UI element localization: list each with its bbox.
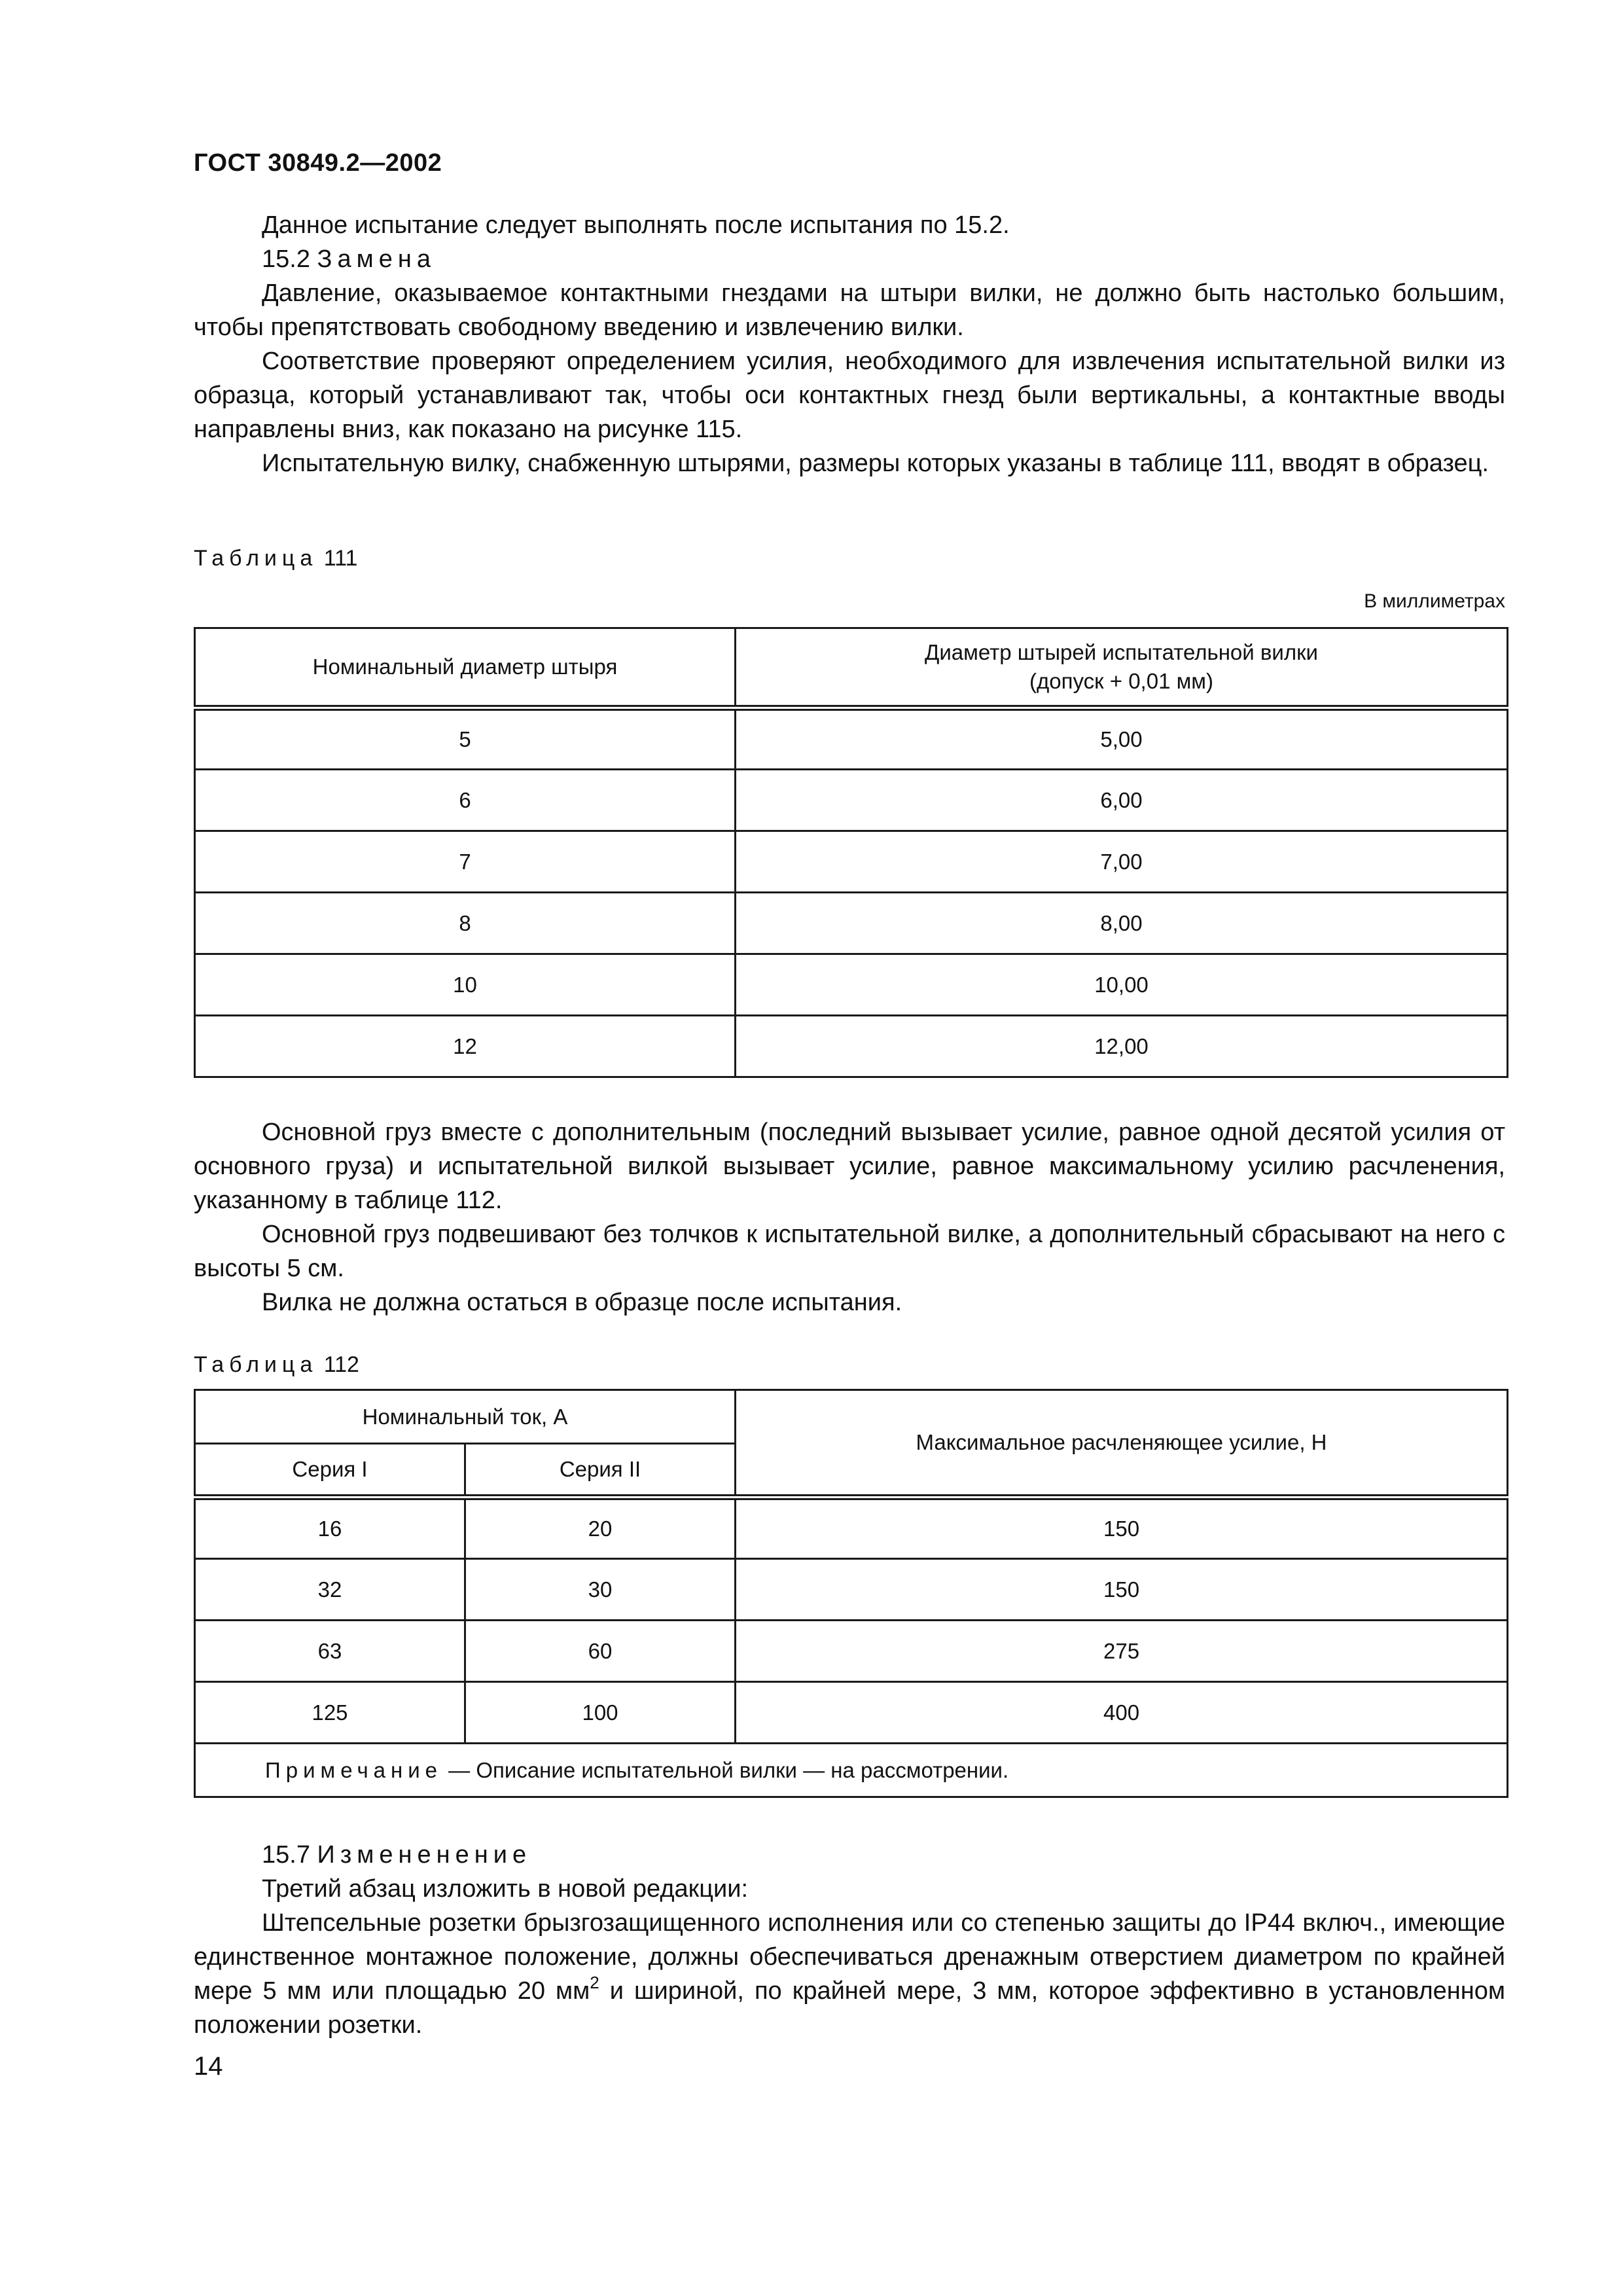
table-112-header-series-1: Серия I <box>195 1444 465 1498</box>
intro-paragraph-1: Давление, оказываемое контактными гнездами на штыри вилки, не должно быть настолько большим, чтобы препятствовать свободному введению и извлечению вилки. <box>194 279 1505 341</box>
cell-test: 6,00 <box>736 770 1508 831</box>
table-112 <box>194 1389 1508 1798</box>
table-row <box>195 831 1508 893</box>
cell-series-1: 32 <box>195 1559 465 1621</box>
superscript: 2 <box>590 1973 599 1992</box>
cell-nominal: 10 <box>195 954 736 1016</box>
table-row <box>195 1559 1508 1621</box>
section-title: Замена <box>317 245 436 273</box>
table-caption-word: Таблица <box>194 546 318 571</box>
table-row <box>195 1498 1508 1559</box>
table-row <box>195 954 1508 1016</box>
section-number: 15.7 <box>262 1841 310 1869</box>
table-112-header-series-2: Серия II <box>465 1444 736 1498</box>
table-112-header-force: Максимальное расчленяющее усилие, Н <box>736 1390 1508 1498</box>
cell-series-2: 100 <box>465 1682 736 1744</box>
table-111-caption <box>194 546 357 571</box>
cell-series-2: 30 <box>465 1559 736 1621</box>
cell-force: 275 <box>736 1621 1508 1682</box>
header-line-2: (допуск + 0,01 мм) <box>1029 669 1213 693</box>
note-label: Примечание <box>265 1757 443 1782</box>
table-111-header-nominal: Номинальный диаметр штыря <box>195 628 736 708</box>
cell-test: 12,00 <box>736 1016 1508 1077</box>
middle-paragraph-1: Основной груз вместе с дополнительным (последний вызывает усилие, равное одной десятой усилия от основного груза) и испытательной вилкой вызывает усилие, равное максимальному усилию расчленения, указанному в таблице 112. <box>194 1119 1505 1214</box>
header-line-1: Диаметр штырей испытательной вилки <box>925 640 1318 664</box>
cell-test: 10,00 <box>736 954 1508 1016</box>
table-caption-number: 112 <box>323 1352 359 1377</box>
cell-nominal: 6 <box>195 770 736 831</box>
final-intro-line: Третий абзац изложить в новой редакции: <box>262 1875 749 1903</box>
intro-paragraph-3: Испытательную вилку, снабженную штырями, размеры которых указаны в таблице 111, вводят в образец. <box>262 450 1489 477</box>
cell-force: 150 <box>736 1498 1508 1559</box>
section-15-7-heading <box>262 1838 531 1872</box>
note-text: — Описание испытательной вилки — на рассмотрении. <box>442 1757 1009 1782</box>
table-row <box>195 893 1508 954</box>
table-row <box>195 770 1508 831</box>
cell-nominal: 8 <box>195 893 736 954</box>
cell-series-1: 16 <box>195 1498 465 1559</box>
cell-test: 5,00 <box>736 708 1508 770</box>
table-note <box>195 1744 1508 1797</box>
cell-nominal: 5 <box>195 708 736 770</box>
table-caption-word: Таблица <box>194 1352 318 1377</box>
table-row <box>195 708 1508 770</box>
cell-force: 400 <box>736 1682 1508 1744</box>
cell-test: 7,00 <box>736 831 1508 893</box>
final-paragraph-part-1: Штепсельные розетки брызгозащищенного исполнения или со степенью защиты до IP44 включ., имеющие единственное монтажное положение, должны обеспечиваться дренажным отверстием диаметром по крайней мере 5 мм или площадью 20 мм <box>194 1909 1505 2005</box>
section-title: Измененение <box>317 1841 532 1869</box>
table-112-header-current: Номинальный ток, А <box>195 1390 736 1444</box>
table-row <box>195 1016 1508 1077</box>
cell-series-1: 63 <box>195 1621 465 1682</box>
table-row <box>195 1682 1508 1744</box>
cell-series-2: 60 <box>465 1621 736 1682</box>
intro-paragraph-2: Соответствие проверяют определением усилия, необходимого для извлечения испытательной вилки из образца, который устанавливают так, чтобы оси контактных гнезд были вертикальны, а контактные вводы направлены вниз, как показано на рисунке 115. <box>194 348 1505 443</box>
cell-nominal: 7 <box>195 831 736 893</box>
table-note-row <box>195 1744 1508 1797</box>
cell-series-1: 125 <box>195 1682 465 1744</box>
final-paragraph <box>194 1906 1505 2042</box>
table-111-header-test <box>736 628 1508 708</box>
table-caption-number: 111 <box>323 546 358 571</box>
table-111-units: В миллиметрах <box>1364 590 1505 612</box>
table-111 <box>194 627 1508 1078</box>
cell-force: 150 <box>736 1559 1508 1621</box>
document-id: ГОСТ 30849.2—2002 <box>194 149 442 177</box>
intro-line: Данное испытание следует выполнять после испытания по 15.2. <box>262 211 1010 239</box>
cell-test: 8,00 <box>736 893 1508 954</box>
table-112-caption <box>194 1352 359 1378</box>
middle-paragraph-3: Вилка не должна остаться в образце после испытания. <box>262 1289 902 1316</box>
page-number: 14 <box>194 2052 223 2081</box>
section-number: 15.2 <box>262 245 310 273</box>
table-row <box>195 1621 1508 1682</box>
final-paragraph-part-2: и шириной, по крайней мере, 3 мм, которое эффективно в установленном положении розетки. <box>194 1977 1505 2039</box>
cell-nominal: 12 <box>195 1016 736 1077</box>
middle-paragraph-2: Основной груз подвешивают без толчков к испытательной вилке, а дополнительный сбрасывают на него с высоты 5 см. <box>194 1221 1505 1282</box>
section-15-2-heading <box>262 242 436 276</box>
cell-series-2: 20 <box>465 1498 736 1559</box>
